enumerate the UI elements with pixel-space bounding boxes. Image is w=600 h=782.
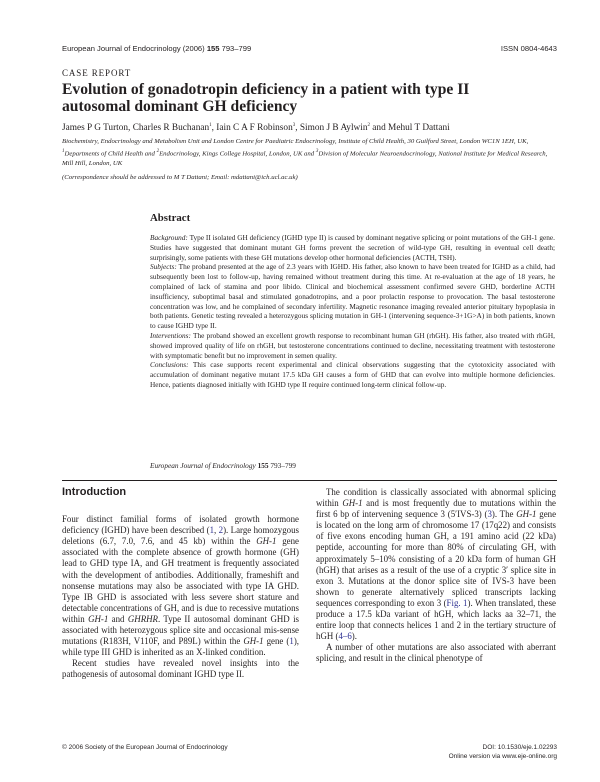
intro-paragraph-3 bbox=[316, 487, 556, 642]
abstract-section bbox=[150, 212, 555, 390]
abstract-text: This case supports recent experimental and clinical observations suggesting that the cytotoxicity associated with accumulation of dominant negative mutant 17.5 kDa GH causes a form of GHD that can evolve into multiple hormone deficiencies. Hence, patients diagnosed initially with IGHD type II require continued long-term clinical follow-up. bbox=[150, 360, 555, 389]
section-divider bbox=[62, 480, 557, 481]
intro-paragraph-4: A number of other mutations are also associated with aberrant splicing, and result in the clinical phenotype of bbox=[316, 642, 556, 664]
issn: ISSN 0804-4643 bbox=[500, 44, 557, 53]
gene-name: GH-1 bbox=[256, 536, 277, 547]
abstract-label: Conclusions: bbox=[150, 360, 189, 370]
abstract-label: Interventions: bbox=[150, 330, 191, 340]
author-list bbox=[62, 123, 562, 133]
introduction-heading: Introduction bbox=[62, 486, 127, 498]
body-text: gene associated with the complete absence of growth hormone (GH) lead to GHD type IA, and GH treatment is frequently associated with the development of antibodies. Additionally, frameshift and nonsense mutations may also be associated with type IA GHD. Type IB GHD is associated with less severe short stature and detectable concentrations of GH, and is due to recessive mutations within bbox=[62, 536, 299, 624]
affiliation-marker: 2 bbox=[367, 123, 370, 128]
footer-links bbox=[449, 744, 557, 761]
affiliation-marker: 3 bbox=[292, 123, 296, 128]
copyright: © 2006 Society of the European Journal of Endocrinology bbox=[62, 744, 228, 751]
abstract-text: The proband showed an excellent growth response to recombinant human GH (rhGH). His father, also treated with rhGH, showed improved quality of life on rhGH, but testosterone concentrations continued to decline, necessitating treatment with testosterone with symptomatic benefit but no improvement in semen quality. bbox=[150, 330, 555, 360]
gene-name: GH-1 bbox=[342, 498, 363, 509]
column-right bbox=[316, 487, 556, 665]
abstract-label: Subjects: bbox=[150, 262, 177, 272]
reference-link[interactable]: 1 bbox=[209, 525, 215, 536]
abstract-text: The proband presented at the age of 2.3 years with IGHD. His father, also known to have been treated for IGHD as a child, had subsequently been lost to follow-up, having remained without treatment during this time. At re-evaluation at the age of 18 years, he complained of lack of stamina and poor libido. Clinical and biochemical assessment confirmed severe GHD, borderline ACTH insufficiency, suboptimal basal and stimulated gonadotropins, and a poor prolactin response to provocation. The basal testosterone concentration was low, and he complained of secondary infertility. Magnetic resonance imaging revealed anterior pituitary hypoplasia in both patients. Genetic testing revealed a heterozygous splicing mutation in GH-1 (intervening sequence-3+1G>A) in both patients, known to cause IGHD type II. bbox=[150, 262, 555, 331]
author-text: , Iain C A F Robinson bbox=[211, 123, 293, 134]
gene-name: GHRHR bbox=[127, 613, 158, 624]
body-text: and is most frequently due to mutations within the first 6 bp of intervening sequence 3 (5′IVS-3) ( bbox=[316, 498, 556, 520]
gene-name: GH-1 bbox=[243, 636, 264, 647]
affiliation-text: Departments of Child Health and bbox=[64, 150, 157, 158]
doi[interactable]: DOI: 10.1530/eje.1.02293 bbox=[482, 744, 557, 751]
abstract-label: Background: bbox=[150, 233, 188, 242]
abstract-body bbox=[150, 233, 555, 390]
reference-link[interactable]: 3 bbox=[487, 509, 492, 520]
reference-link[interactable]: 2 bbox=[218, 525, 224, 536]
affiliations bbox=[62, 137, 558, 169]
affiliation-marker: 3 bbox=[315, 148, 319, 154]
body-text: ). When translated, these produce a 17.5 kDa variant of hGH, which lacks aa 32–71, the entire loop that connects helices 1 and 2 in the tertiary structure of hGH ( bbox=[316, 597, 557, 642]
author-text: , Simon J B Aylwin bbox=[295, 123, 368, 134]
body-text: The condition is classically associated with abnormal splicing within bbox=[316, 487, 556, 509]
affiliation-marker: 2 bbox=[156, 148, 160, 154]
body-text: gene is located on the long arm of chromosome 17 (17q22) and consists of five exons encoding human GH, a 191 amino acid (22 kDa) peptide, accounting for more than 80% of circulating GH, with approximately 5–10% consisting of a 20 kDa form of human GH (hGH) that arises as a result of the use of a cryptic 3′ splice site in exon 3. Mutations at the donor splice site of IVS-3 have been shown to generate alternatively spliced transcripts lacking sequences corresponding to exon 3 ( bbox=[316, 509, 557, 608]
article-title: Evolution of gonadotropin deficiency in a patient with type II autosomal dominant GH deficiency bbox=[62, 81, 470, 115]
body-text: , bbox=[214, 525, 219, 536]
abstract-subjects bbox=[150, 262, 555, 331]
gene-name: GH-1 bbox=[516, 509, 537, 520]
online-version-link[interactable]: Online version via www.eje-online.org bbox=[448, 752, 557, 760]
journal-volume: 155 bbox=[206, 44, 220, 53]
body-text: gene ( bbox=[263, 636, 290, 647]
body-text: . Type II autosomal dominant GHD is associated with heterozygous splice site and occasional mis-sense mutations (R183H, V110F, and P89L) within the bbox=[62, 613, 300, 647]
intro-paragraph-1 bbox=[62, 514, 299, 658]
abstract-interventions bbox=[150, 331, 555, 360]
article-type: CASE REPORT bbox=[62, 68, 132, 78]
abstract-conclusions bbox=[150, 360, 555, 389]
abstract-heading: Abstract bbox=[150, 212, 191, 224]
abstract-background bbox=[150, 233, 555, 262]
gene-name: GH-1 bbox=[88, 613, 109, 624]
body-text: ), while type III GHD is inherited as an X-linked condition. bbox=[62, 636, 299, 658]
body-text: ). The bbox=[491, 509, 517, 520]
reference-link[interactable]: 4–6 bbox=[338, 631, 352, 642]
body-text: ). bbox=[351, 631, 357, 642]
affiliation-marker: 1 bbox=[62, 148, 65, 154]
citation-volume: 155 bbox=[257, 461, 269, 470]
body-text: and bbox=[108, 613, 128, 624]
column-left bbox=[62, 487, 299, 681]
abstract-citation bbox=[150, 461, 296, 470]
correspondence-note: (Correspondence should be addressed to M T Dattani; Email: mdattani@ich.ucl.ac.uk) bbox=[62, 174, 298, 181]
intro-paragraph-2: Recent studies have revealed novel insights into the pathogenesis of autosomal dominant IGHD type II. bbox=[62, 658, 299, 680]
affiliation-text: Division of Molecular Neuroendocrinology, National Institute for Medical Research, Mill Hill, London, UK bbox=[62, 150, 548, 167]
journal-pages: 793–799 bbox=[221, 44, 252, 53]
citation-journal: European Journal of Endocrinology bbox=[150, 461, 256, 470]
body-text: ). Large homozygous deletions (6.7, 7.0, 7.6, and 45 kb) within the bbox=[62, 525, 299, 547]
journal-name: European Journal of Endocrinology (2006) bbox=[62, 44, 205, 53]
reference-link[interactable]: 1 bbox=[289, 636, 294, 647]
author-text: and Mehul T Dattani bbox=[369, 123, 450, 134]
figure-link[interactable]: Fig. 1 bbox=[446, 597, 468, 608]
abstract-text: Type II isolated GH deficiency (IGHD type II) is caused by dominant negative splicing or point mutations of the GH-1 gene. Studies have suggested that dominant mutant GH forms prevent the secretion of wild-type GH, resulting in eventual cell death; surprisingly, some patients with these GH mutations develop other hormonal deficiencies (ACTH, TSH). bbox=[150, 233, 555, 262]
affiliation-marker: 1 bbox=[209, 123, 212, 128]
affiliation-text: Biochemistry, Endocrinology and Metabolism Unit and London Centre for Paediatric Endocrinology, Institute of Child Health, 30 Guilford Street, London WC1N 1EH, UK, bbox=[62, 138, 529, 145]
citation-pages: 793–799 bbox=[270, 461, 296, 470]
author-text: James P G Turton, Charles R Buchanan bbox=[62, 123, 210, 134]
body-text: Four distinct familial forms of isolated growth hormone deficiency (IGHD) have been described ( bbox=[62, 514, 299, 536]
journal-reference bbox=[62, 44, 251, 53]
affiliation-text: Endocrinology, Kings College Hospital, London, UK and bbox=[159, 150, 316, 158]
